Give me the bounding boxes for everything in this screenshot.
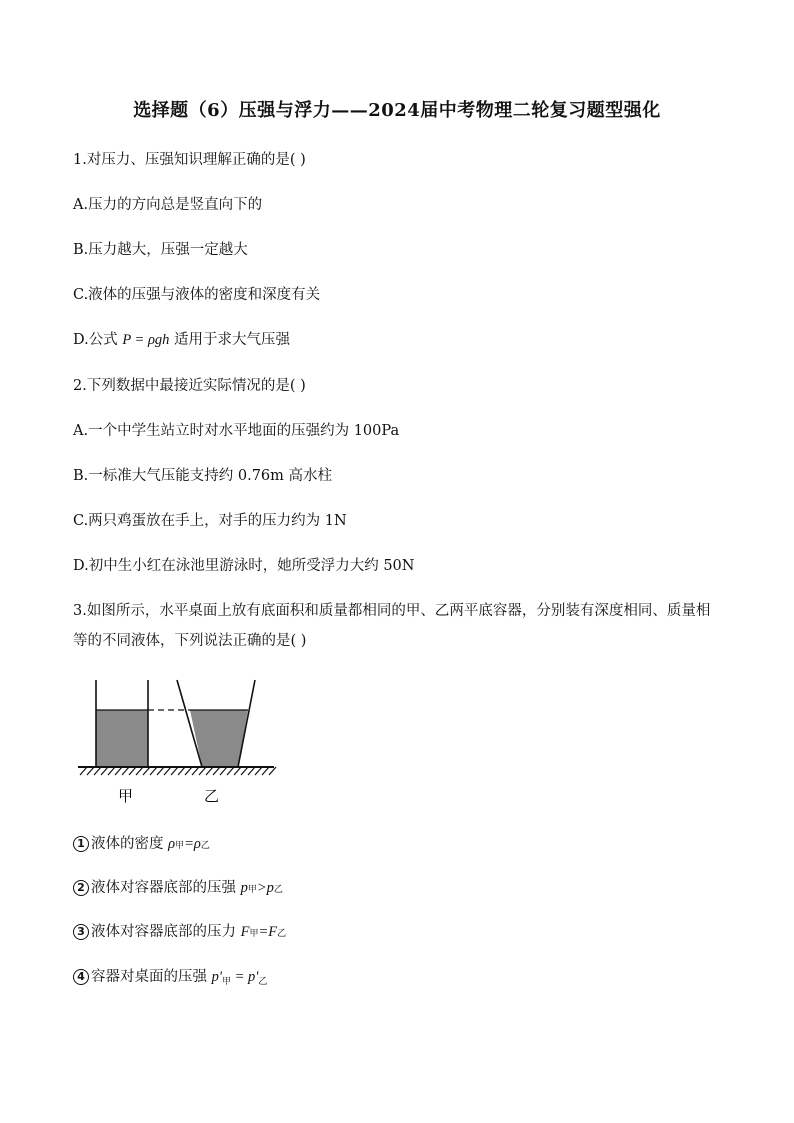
- hatch-mark: [234, 767, 241, 775]
- statement-4-sub-right: 乙: [258, 977, 268, 987]
- q2-stem: 2.下列数据中最接近实际情况的是( ): [73, 378, 306, 394]
- statement-4-sym-left: p': [211, 969, 222, 985]
- hatch-mark: [269, 767, 276, 775]
- statement-2-sub-left: 甲: [247, 885, 257, 895]
- hatch-mark: [164, 767, 171, 775]
- container-jia-liquid: [96, 710, 148, 767]
- q3-statement-4: [73, 964, 267, 995]
- statement-1-sub-right: 乙: [200, 841, 210, 851]
- hatch-mark: [108, 767, 115, 775]
- q1-option-b: B.压力越大，压强一定越大: [73, 242, 248, 258]
- statement-3-rel: =: [258, 924, 269, 940]
- hatch-mark: [185, 767, 192, 775]
- statement-1-sym-left: ρ: [168, 836, 176, 852]
- hatch-mark: [262, 767, 269, 775]
- hatch-mark: [213, 767, 220, 775]
- q3-statement-1: [73, 831, 210, 859]
- hatch-mark: [255, 767, 262, 775]
- q1-option-d-suffix: 适用于求大气压强: [174, 332, 291, 348]
- label-jia: 甲: [118, 787, 134, 805]
- hatch-mark: [94, 767, 101, 775]
- statement-3-text: 液体对容器底部的压力: [91, 924, 236, 940]
- q1-option-c: C.液体的压强与液体的密度和深度有关: [73, 287, 321, 303]
- hatch-mark: [227, 767, 234, 775]
- circled-number-2: 2: [73, 880, 89, 896]
- q3-statement-2: [73, 875, 283, 903]
- statement-2-rel: >: [256, 880, 267, 896]
- circled-number-1: 1: [73, 836, 89, 852]
- q3-container-figure: [72, 675, 282, 810]
- statement-1-text: 液体的密度: [91, 836, 164, 852]
- statement-4-sym-right: p': [248, 969, 259, 985]
- q1-option-d-prefix: D.公式: [73, 332, 118, 348]
- statement-3-sym-right: F: [268, 924, 278, 940]
- statement-2-sym-right: p: [266, 880, 274, 896]
- q2-option-c: C.两只鸡蛋放在手上，对手的压力约为 1N: [73, 513, 347, 529]
- q2-option-a: A.一个中学生站立时对水平地面的压强约为 100Pa: [73, 423, 400, 439]
- statement-1-sub-left: 甲: [175, 841, 185, 851]
- hatch-mark: [80, 767, 87, 775]
- q3-statement-3: [73, 919, 286, 947]
- hatch-mark: [178, 767, 185, 775]
- hatch-mark: [150, 767, 157, 775]
- statement-3-sym-left: F: [240, 924, 250, 940]
- statement-4-rel: =: [230, 969, 249, 985]
- hatch-mark: [192, 767, 199, 775]
- circled-number-4: 4: [73, 969, 89, 985]
- table-hatching: [80, 767, 276, 775]
- statement-1-sym-right: ρ: [193, 836, 201, 852]
- hatch-mark: [220, 767, 227, 775]
- hatch-mark: [115, 767, 122, 775]
- page-title: 选择题（6）压强与浮力——2024届中考物理二轮复习题型强化: [133, 100, 661, 121]
- hatch-mark: [129, 767, 136, 775]
- statement-2-sym-left: p: [240, 880, 248, 896]
- hatch-mark: [87, 767, 94, 775]
- q1-formula: P = ρgh: [122, 332, 170, 348]
- hatch-mark: [122, 767, 129, 775]
- hatch-mark: [241, 767, 248, 775]
- statement-2-sub-right: 乙: [273, 885, 283, 895]
- statement-3-sub-right: 乙: [277, 929, 287, 939]
- hatch-mark: [101, 767, 108, 775]
- label-yi: 乙: [204, 787, 220, 805]
- q1-option-a: A.压力的方向总是竖直向下的: [73, 197, 263, 213]
- hatch-mark: [248, 767, 255, 775]
- q1-option-d: [73, 327, 290, 353]
- hatch-mark: [171, 767, 178, 775]
- hatch-mark: [199, 767, 206, 775]
- hatch-mark: [157, 767, 164, 775]
- statement-4-sub-left: 甲: [221, 977, 231, 987]
- q1-stem: 1.对压力、压强知识理解正确的是( ): [73, 152, 306, 168]
- statement-1-rel: =: [184, 836, 194, 852]
- q2-option-b: B.一标准大气压能支持约 0.76m 高水柱: [73, 468, 333, 484]
- hatch-mark: [136, 767, 143, 775]
- q3-stem: 3.如图所示，水平桌面上放有底面积和质量都相同的甲、乙两平底容器，分别装有深度相同、质量相等的不同液体，下列说法正确的是( ): [73, 603, 711, 649]
- q2-option-d: D.初中生小红在泳池里游泳时，她所受浮力大约 50N: [73, 558, 415, 574]
- circled-number-3: 3: [73, 924, 89, 940]
- statement-4-text: 容器对桌面的压强: [91, 969, 207, 985]
- statement-3-sub-left: 甲: [249, 929, 259, 939]
- statement-2-text: 液体对容器底部的压强: [91, 880, 236, 896]
- hatch-mark: [206, 767, 213, 775]
- hatch-mark: [143, 767, 150, 775]
